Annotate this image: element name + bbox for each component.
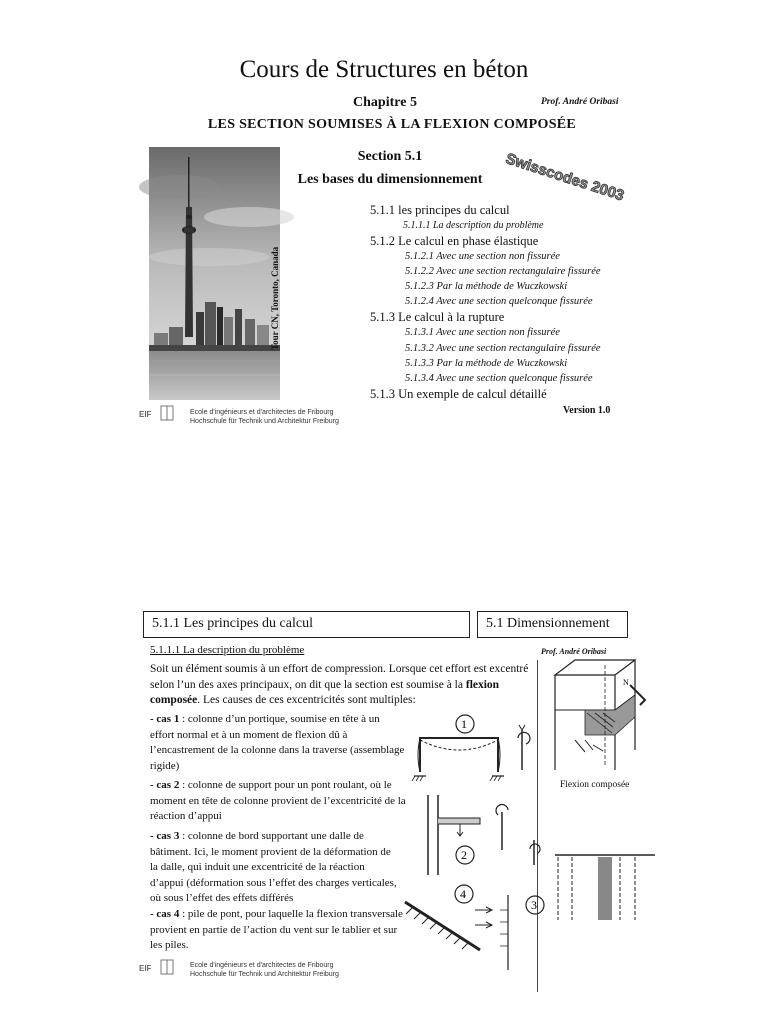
professor-name: Prof. André Oribasi: [541, 647, 607, 656]
toc-item: 5.1.3 Un exemple de calcul détaillé: [370, 387, 547, 401]
toc-item: 5.1.1.1 La description du problème: [403, 220, 544, 231]
bridge-pier-sketch: [400, 880, 525, 975]
case-3: [150, 829, 398, 907]
section-number: Section 5.1: [357, 149, 423, 164]
force-label: N: [623, 678, 629, 687]
circle-label: 1: [461, 717, 467, 731]
portal-frame-sketch: [410, 710, 535, 790]
case-1: [150, 712, 406, 774]
school-name-line-2: Hochschule für Technik und Architektur Freiburg: [190, 418, 339, 425]
case-4: [150, 907, 406, 954]
toc-item: 5.1.3.4 Avec une section quelconque fissurée: [405, 373, 593, 384]
toc-item: 5.1.3.3 Par la méthode de Wuczkowski: [405, 358, 568, 369]
chapter-number: Chapitre 5: [353, 95, 417, 110]
course-title: Cours de Structures en béton: [239, 56, 529, 83]
toc-item: 5.1.1 les principes du calcul: [370, 203, 510, 217]
circle-label: 4: [460, 887, 466, 901]
school-name-line-1: Ecole d'ingénieurs et d'architectes de Fribourg: [190, 409, 334, 416]
intro-paragraph: [150, 662, 530, 709]
case-label: - cas 4: [150, 908, 180, 920]
cn-tower-photo: [149, 147, 280, 400]
intro-text-end: . Les causes de ces excentricités sont multiples:: [197, 694, 416, 706]
toc-item: 5.1.3 Le calcul à la rupture: [370, 310, 505, 324]
toc-item: 5.1.2.1 Avec une section non fissurée: [405, 251, 560, 262]
school-name: [190, 961, 339, 979]
version-label: Version 1.0: [563, 405, 611, 416]
toc-item: 5.1.2 Le calcul en phase élastique: [370, 234, 539, 248]
school-logo: [139, 404, 187, 431]
logo-mark: EIF: [139, 410, 152, 419]
subsection-heading: 5.1.1.1 La description du problème: [150, 644, 305, 656]
case-text: : colonne de support pour un pont roulant, où le moment en tête de colonne provient de l’excentricité de la réaction d’appui: [150, 779, 406, 822]
intro-text: Soit un élément soumis à un effort de compression. Lorsque cet effort est excentré selon l’un des axes principaux, on dit que la section est soumise à la: [150, 663, 529, 691]
case-text: : colonne d’un portique, soumise en tête à un effort normal et à un moment de flexion dû à l’encastrement de la colonne dans la traverse (assemblage rigide): [150, 713, 405, 772]
case-2: [150, 778, 406, 825]
toc-item: 5.1.3.1 Avec une section non fissurée: [405, 327, 560, 338]
chapter-title: LES SECTION SOUMISES À LA FLEXION COMPOSÉE: [207, 117, 577, 132]
edge-column-sketch: [520, 835, 660, 930]
photo-caption: Tour CN, Toronto, Canada: [270, 246, 280, 350]
chapter-header-box: 5.1 Dimensionnement: [477, 611, 628, 638]
flexion-composee-sketch: [545, 655, 655, 785]
toc-item: 5.1.2.3 Par la méthode de Wuczkowski: [405, 281, 568, 292]
case-text: : pile de pont, pour laquelle la flexion transversale provient en partie de l’action du vent sur le tablier et sur les piles.: [150, 908, 403, 951]
circle-label: 2: [461, 848, 467, 862]
school-name-line-2: Hochschule für Technik und Architektur Freiburg: [190, 971, 339, 978]
intro-bold-term: flexion composée: [150, 678, 500, 706]
figure-caption: Flexion composée: [560, 780, 630, 790]
stamp-text: Swisscodes 2003: [503, 150, 627, 205]
section-header-box: 5.1.1 Les principes du calcul: [143, 611, 470, 638]
swisscodes-stamp: [500, 147, 627, 205]
toc-item: 5.1.2.2 Avec une section rectangulaire fissurée: [405, 266, 601, 277]
case-label: - cas 3: [150, 830, 180, 842]
toc-item: 5.1.3.2 Avec une section rectangulaire fissurée: [405, 343, 601, 354]
case-label: - cas 2: [150, 779, 180, 791]
school-name-line-1: Ecole d'ingénieurs et d'architectes de Fribourg: [190, 962, 334, 969]
divider-line: [537, 660, 538, 992]
crane-column-sketch: [420, 790, 530, 880]
school-name: [190, 408, 339, 426]
professor-name: Prof. André Oribasi: [541, 97, 619, 107]
case-label: - cas 1: [150, 713, 180, 725]
logo-mark: EIF: [139, 964, 152, 973]
section-title: Les bases du dimensionnement: [297, 172, 483, 187]
case-text: : colonne de bord supportant une dalle de bâtiment. Ici, le moment provient de la déformation de la dalle, qui induit une excentricité de la réaction d’appui (déformation sous l’effet des charges verticales, où sous l’effet des effets différés: [150, 830, 397, 904]
toc-item: 5.1.2.4 Avec une section quelconque fissurée: [405, 296, 593, 307]
school-logo: [139, 958, 187, 985]
circle-label: 3: [531, 898, 537, 912]
